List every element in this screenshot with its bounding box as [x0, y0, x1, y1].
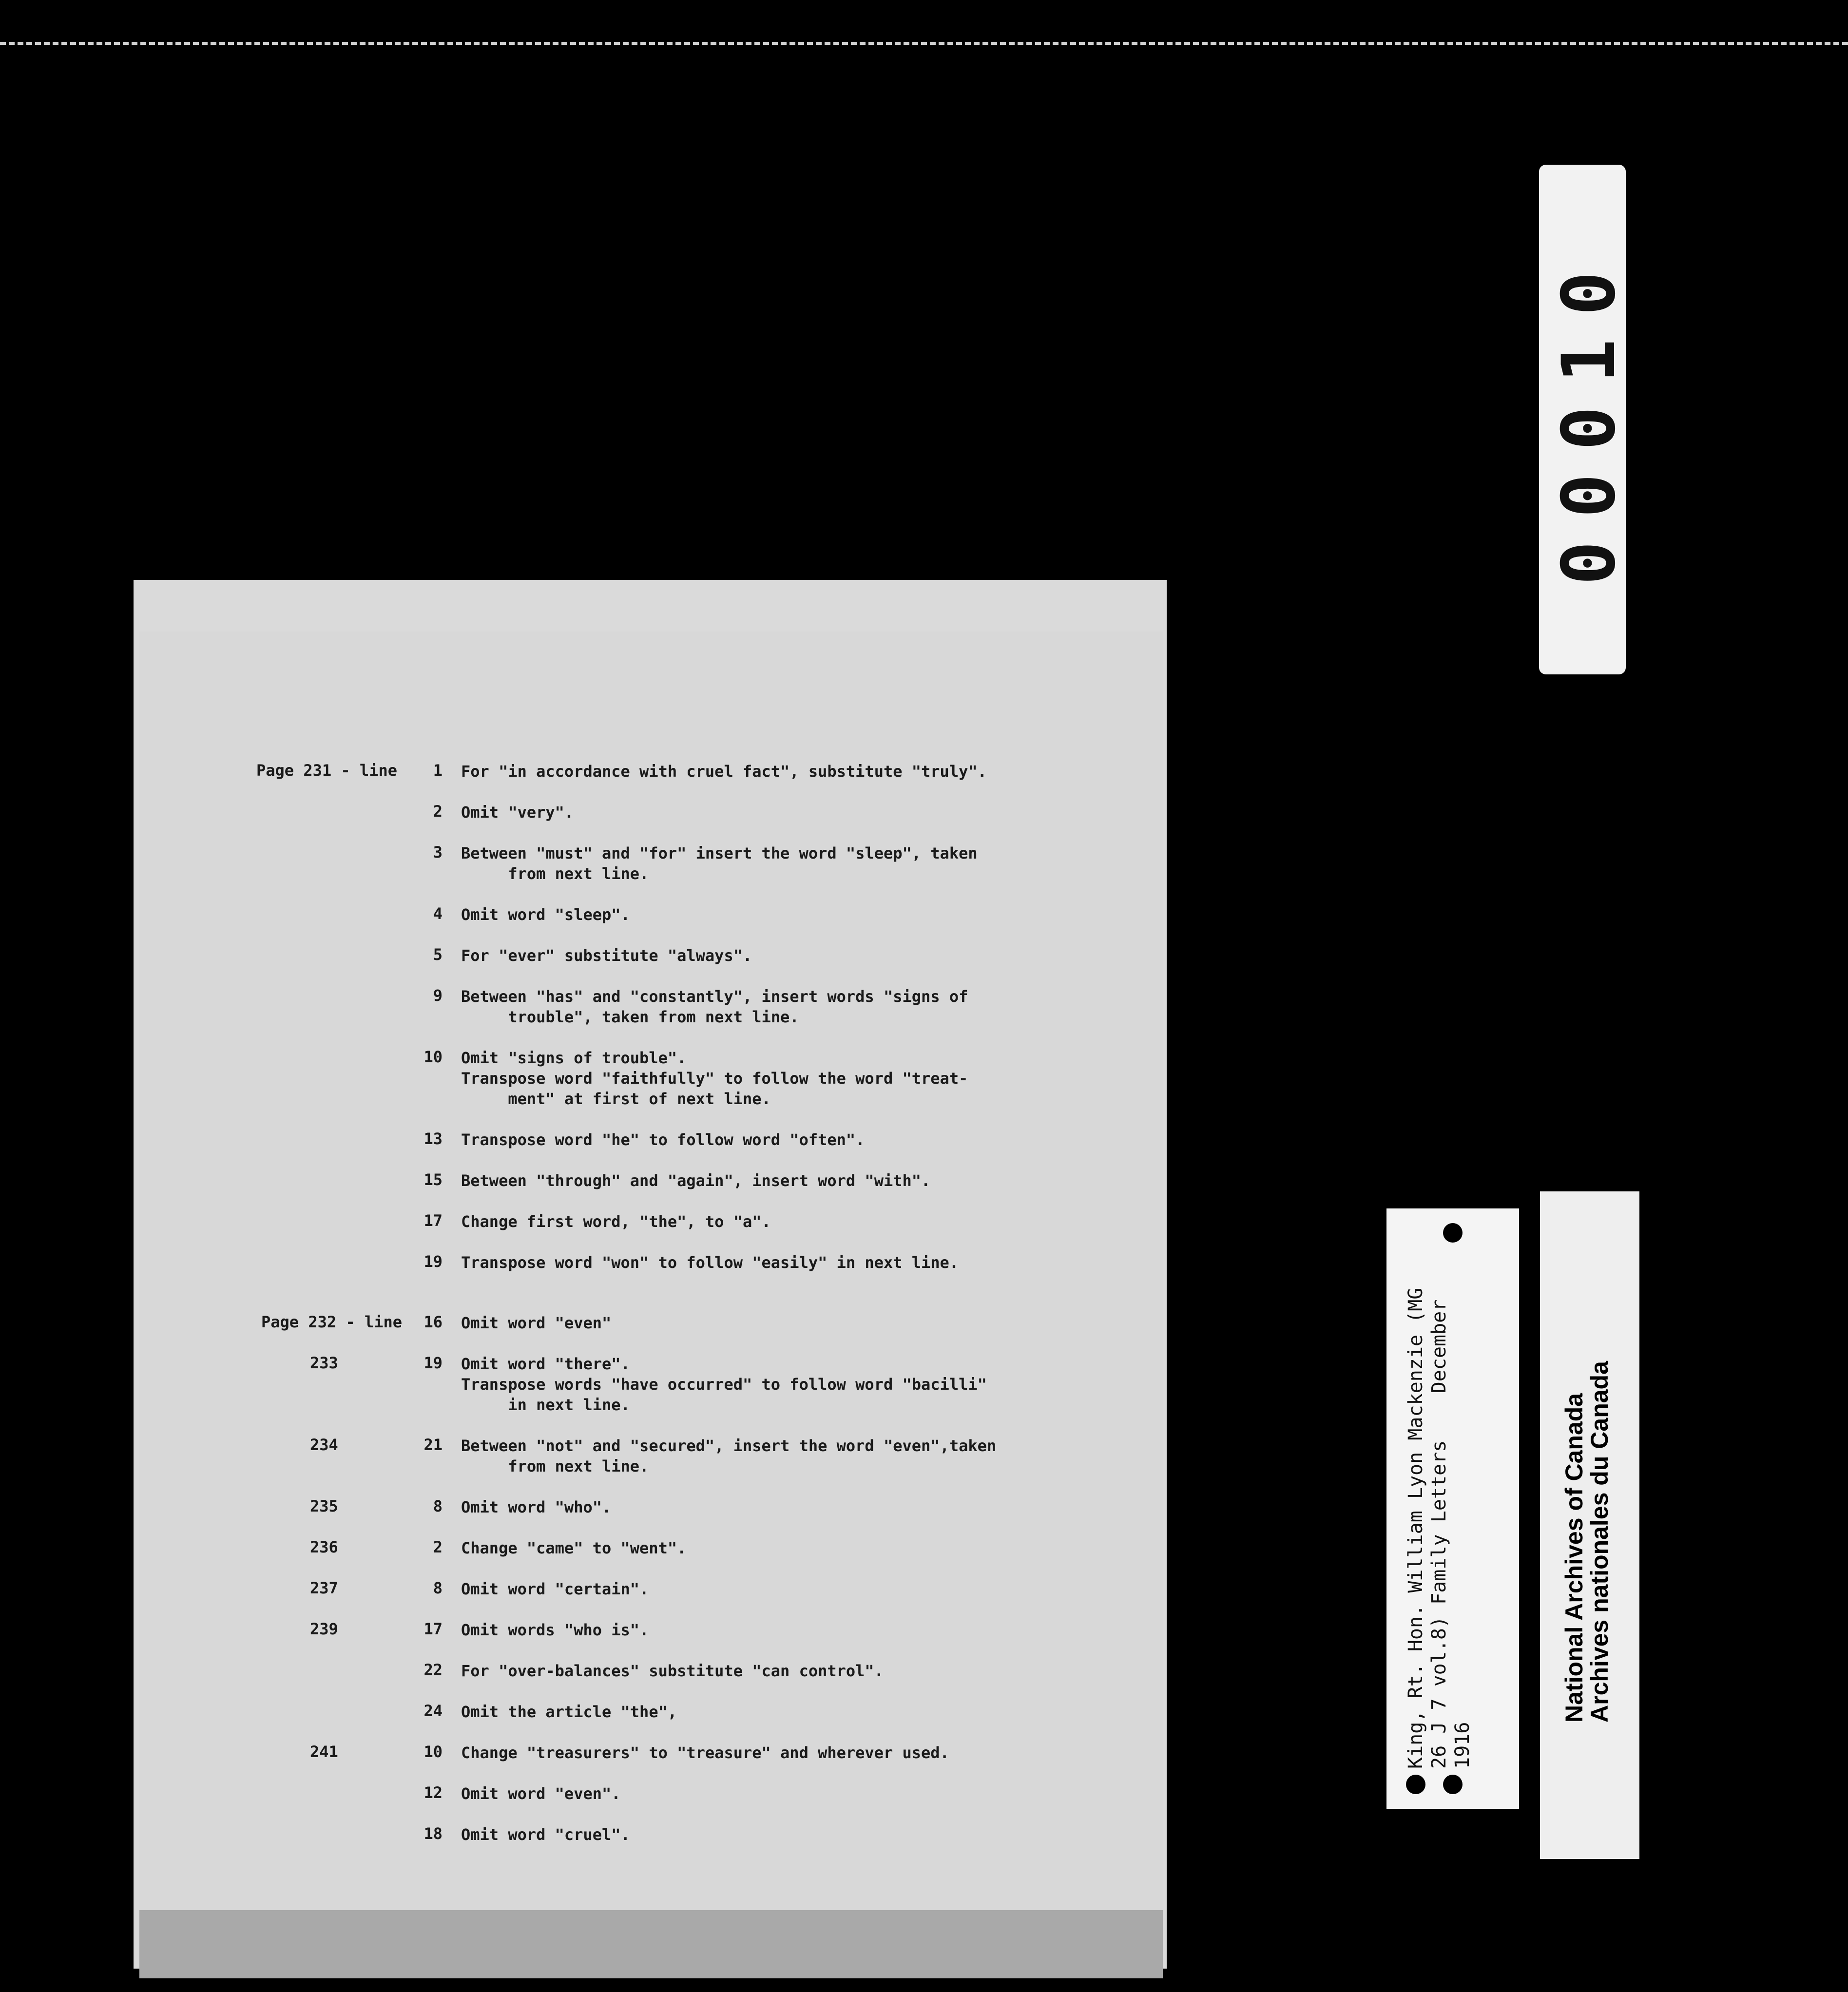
correction-text: Omit "signs of trouble". Transpose word "faithfully" to follow the word "treat- ment" at first of next line.	[461, 1049, 968, 1108]
line-number: 17	[424, 1211, 443, 1230]
correction-text: Transpose word "he" to follow word "often".	[461, 1130, 865, 1149]
correction-text: Transpose word "won" to follow "easily" in next line.	[461, 1253, 959, 1272]
archives-label	[1540, 1191, 1639, 1859]
correction-text: Change "treasurers" to "treasure" and wherever used.	[461, 1743, 949, 1762]
line-number: 17	[424, 1620, 443, 1638]
line-number: 10	[424, 1743, 443, 1761]
line-number: 4	[433, 904, 443, 923]
correction-text: Change "came" to "went".	[461, 1539, 687, 1557]
index-card	[1386, 1208, 1519, 1809]
line-number: 2	[433, 802, 443, 821]
page-number: 234	[310, 1436, 338, 1454]
line-number: 22	[424, 1661, 443, 1679]
correction-text: Between "must" and "for" insert the word "sleep", taken from next line.	[461, 844, 978, 883]
frame-counter	[1539, 165, 1632, 674]
correction-text: Omit word "who".	[461, 1498, 612, 1516]
correction-text: Between "has" and "constantly", insert words "signs of trouble", taken from next line.	[461, 987, 968, 1026]
page-number: 236	[310, 1538, 338, 1556]
sheet-shadow	[139, 1910, 1163, 1978]
page-label: Page 231 - line	[256, 761, 397, 780]
line-number: 5	[433, 945, 443, 964]
line-number: 21	[424, 1436, 443, 1454]
archives-french: Archives nationales du Canada	[1586, 1361, 1613, 1723]
correction-text: Omit words "who is".	[461, 1621, 649, 1639]
card-line-1: King, Rt. Hon. William Lyon Mackenzie (MG	[1405, 1287, 1427, 1769]
correction-text: Omit word "sleep".	[461, 905, 630, 924]
correction-text: Omit the article "the",	[461, 1703, 677, 1721]
punch-hole	[1443, 1775, 1463, 1794]
correction-text: Omit word "even"	[461, 1314, 612, 1332]
line-number: 15	[424, 1170, 443, 1189]
page-number: 237	[310, 1579, 338, 1597]
punch-hole	[1406, 1775, 1425, 1794]
line-number: 3	[433, 843, 443, 862]
correction-text: Omit word "cruel".	[461, 1825, 630, 1844]
line-number: 8	[433, 1579, 443, 1597]
line-number: 12	[424, 1783, 443, 1802]
correction-text: Omit word "certain".	[461, 1580, 649, 1598]
correction-text: Omit word "there". Transpose words "have occurred" to follow word "bacilli" in next line.	[461, 1355, 987, 1414]
correction-text: Omit "very".	[461, 803, 574, 822]
correction-text: For "ever" substitute "always".	[461, 946, 752, 965]
page-number: 241	[310, 1743, 338, 1761]
page-number: 239	[310, 1620, 338, 1638]
line-number: 1	[433, 761, 443, 780]
line-number: 9	[433, 986, 443, 1005]
line-number: 16	[424, 1313, 443, 1331]
correction-text: For "in accordance with cruel fact", substitute "truly".	[461, 762, 987, 781]
film-edge-line	[0, 42, 1848, 45]
line-number: 13	[424, 1130, 443, 1148]
line-number: 24	[424, 1702, 443, 1720]
page-number: 235	[310, 1497, 338, 1515]
line-number: 19	[424, 1252, 443, 1271]
archives-english: National Archives of Canada	[1560, 1393, 1588, 1723]
line-number: 19	[424, 1354, 443, 1372]
line-number: 10	[424, 1048, 443, 1066]
correction-text: Between "through" and "again", insert word "with".	[461, 1171, 931, 1190]
frame-number: 00010	[1547, 248, 1632, 585]
line-number: 2	[433, 1538, 443, 1556]
archives-name	[1561, 1055, 1661, 1723]
correction-text: Omit word "even".	[461, 1784, 621, 1803]
correction-text: Between "not" and "secured", insert the word "even",taken from next line.	[461, 1437, 997, 1475]
card-caption	[1404, 1233, 1537, 1769]
correction-text: Change first word, "the", to "a".	[461, 1212, 771, 1231]
card-line-2: 26 J 7 vol.8) Family Letters December	[1428, 1299, 1450, 1769]
correction-text: For "over-balances" substitute "can control".	[461, 1662, 884, 1680]
page-label: Page 232 - line	[261, 1313, 402, 1331]
card-line-3: 1916	[1451, 1722, 1474, 1769]
page-number: 233	[310, 1354, 338, 1372]
line-number: 18	[424, 1824, 443, 1843]
line-number: 8	[433, 1497, 443, 1515]
